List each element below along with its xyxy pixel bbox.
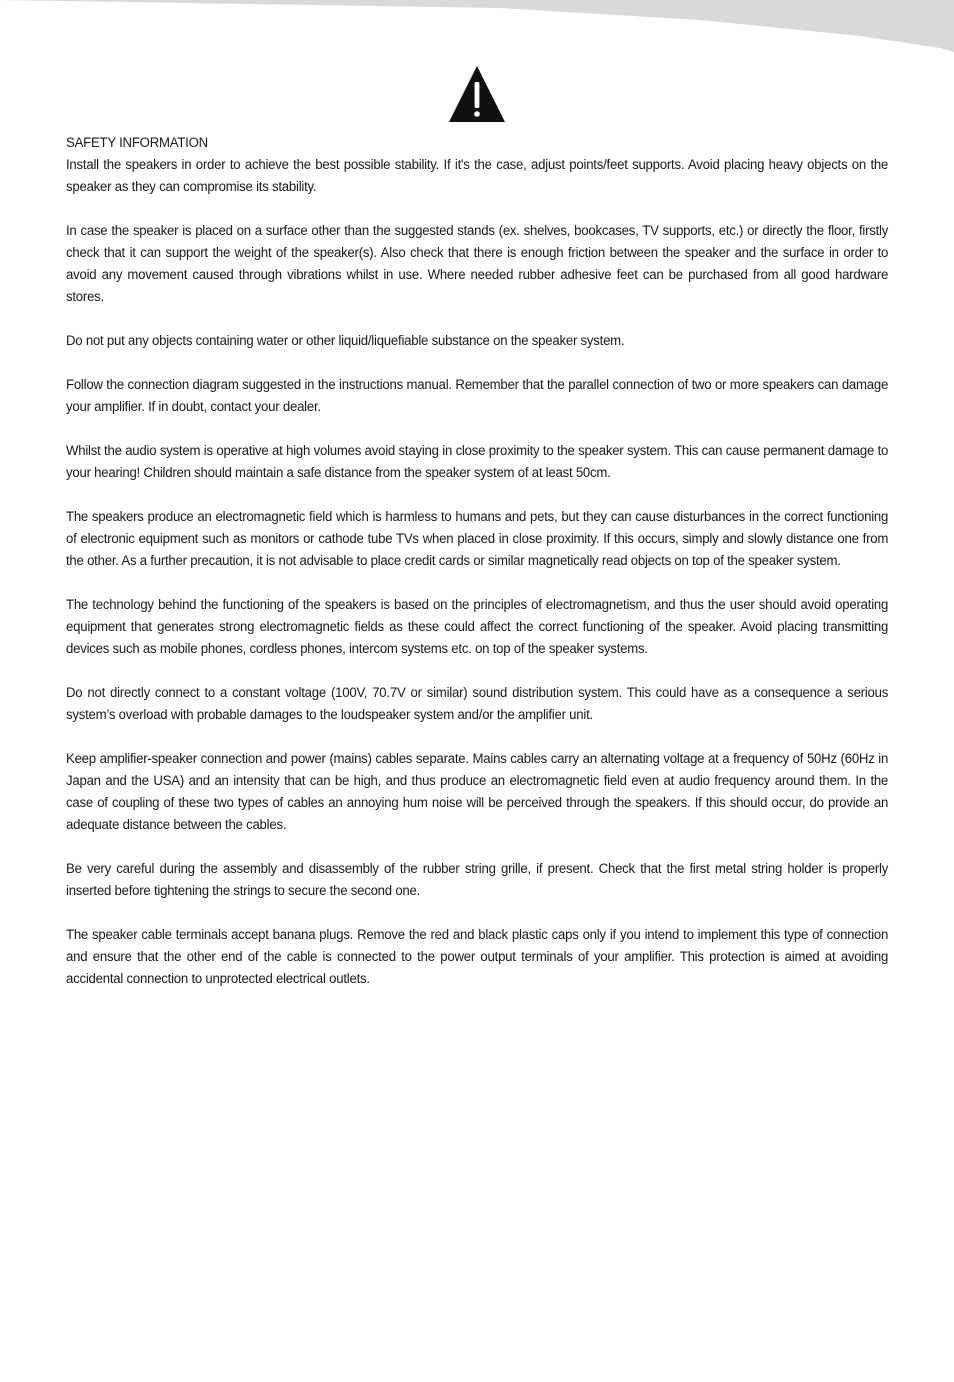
paragraph-volume: Whilst the audio system is operative at high volumes avoid staying in close proximity to the speaker system. This can cause permanent damage to your hearing! Children should maintain a safe distance from the speaker system of at least 50cm. <box>66 443 889 481</box>
paragraph-electromagnetic-field: The speakers produce an electromagnetic field which is harmless to humans and pets, but they can cause disturbances in the correct functioning of electronic equipment such as monitors or cathode tube TVs when placed in close proximity. If this occurs, simply and slowly distance one from the other. As a further precaution, it is not advisable to place credit cards or similar magnetically read objects on top of the speaker system. <box>66 509 889 569</box>
paragraph-surface: In case the speaker is placed on a surface other than the suggested stands (ex. shelves, bookcases, TV supports, etc.) or directly the floor, firstly check that it can support the weight of the speaker(s). Also check that there is enough friction between the speaker and the surface in order to avoid any movement caused through vibrations whilst in use. Where needed rubber adhesive feet can be purchased from all good hardware stores. <box>66 223 889 305</box>
paragraph-grille: Be very careful during the assembly and disassembly of the rubber string grille, if present. Check that the first metal string holder is properly inserted before tightening the strings to secure the second one. <box>66 861 889 899</box>
paragraph-liquids: Do not put any objects containing water or other liquid/liquefiable substance on the speaker system. <box>66 333 625 349</box>
paragraph-transmitting-devices: The technology behind the functioning of the speakers is based on the principles of electromagnetism, and thus the user should avoid operating equipment that generates strong electromagnetic fields as these could affect the correct functioning of the speaker. Avoid placing transmitting devices such as mobile phones, cordless phones, intercom systems etc. on top of the speaker systems. <box>66 597 889 657</box>
paragraph-connection-diagram: Follow the connection diagram suggested in the instructions manual. Remember that the parallel connection of two or more speakers can damage your amplifier. If in doubt, contact your dealer. <box>66 377 889 415</box>
paragraph-stability: Install the speakers in order to achieve the best possible stability. If it's the case, adjust points/feet supports. Avoid placing heavy objects on the speaker as they can compromise its stability. <box>66 157 889 195</box>
safety-information-section <box>66 132 888 1012</box>
paragraph-cables: Keep amplifier-speaker connection and power (mains) cables separate. Mains cables carry an alternating voltage at a frequency of 50Hz (60Hz in Japan and the USA) and an intensity that can be high, and thus produce an electromagnetic field even at audio frequency around them. In the case of coupling of these two types of cables an annoying hum noise will be perceived through the speakers. If this should occur, do provide an adequate distance between the cables. <box>66 751 889 833</box>
warning-triangle-icon <box>447 64 507 124</box>
paragraph-banana-plugs: The speaker cable terminals accept banana plugs. Remove the red and black plastic caps only if you intend to implement this type of connection and ensure that the other end of the cable is connected to the power output terminals of your amplifier. This protection is aimed at avoiding accidental connection to unprotected electrical outlets. <box>66 927 889 987</box>
paragraph-constant-voltage: Do not directly connect to a constant voltage (100V, 70.7V or similar) sound distribution system. This could have as a consequence a serious system’s overload with probable damages to the loudspeaker system and/or the amplifier unit. <box>66 685 889 723</box>
page-header-band <box>0 0 954 52</box>
section-heading: SAFETY INFORMATION <box>66 135 208 151</box>
